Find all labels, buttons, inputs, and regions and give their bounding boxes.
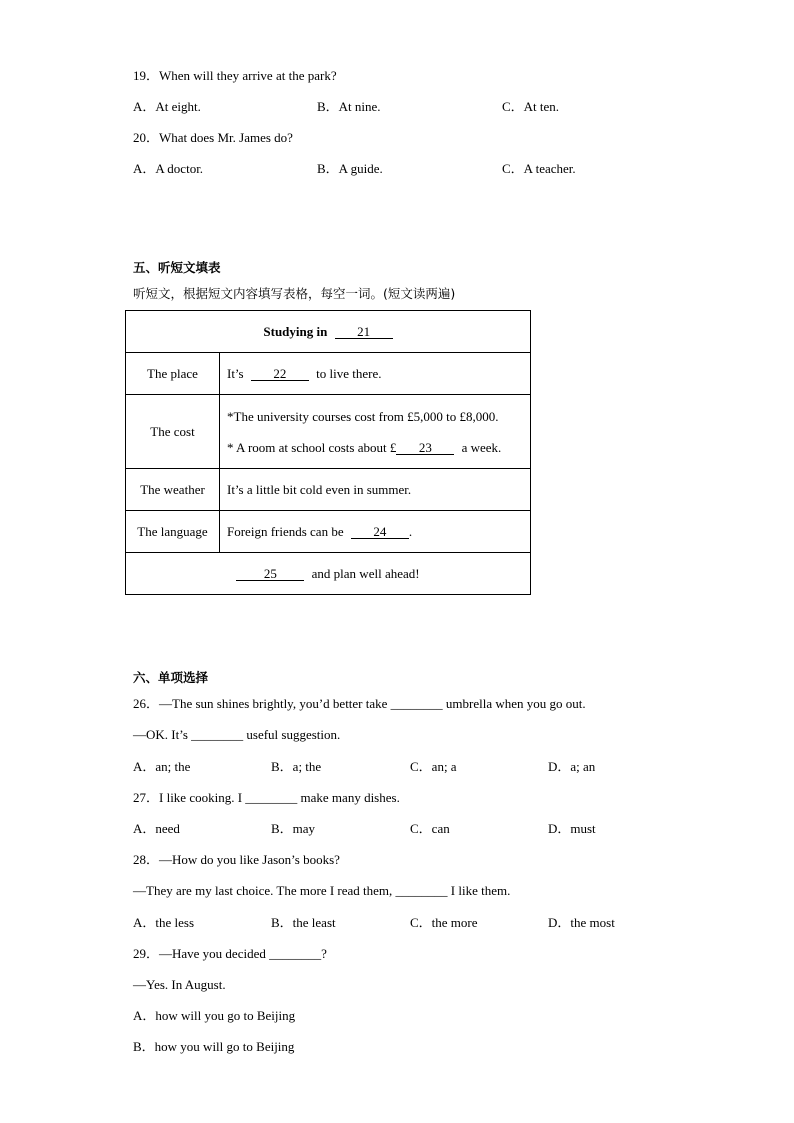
q27-option-c[interactable]: C．can	[410, 821, 450, 836]
q29-line-1: 29．—Have you decided ________?	[133, 946, 327, 961]
q28-option-d[interactable]: D．the most	[548, 915, 615, 930]
place-cell	[220, 353, 531, 395]
q29-option-b[interactable]: B．how you will go to Beijing	[133, 1039, 295, 1054]
final-row-cell	[126, 553, 531, 595]
q20-option-c[interactable]: C．A teacher.	[502, 161, 576, 176]
language-post: .	[408, 523, 413, 539]
q28-line-2: —They are my last choice. The more I read them, ________ I like them.	[133, 883, 511, 898]
q28-option-b[interactable]: B．the least	[271, 915, 336, 930]
final-row-post: and plan well ahead!	[311, 565, 420, 581]
cost-line-2-pre: * A room at school costs about £	[227, 439, 397, 455]
listening-fill-table	[125, 310, 531, 595]
blank-25[interactable]: 25	[236, 567, 304, 581]
q19-stem: 19．When will they arrive at the park?	[133, 68, 337, 83]
cost-line-2	[227, 432, 523, 463]
q26-line-1: 26．—The sun shines brightly, you’d better take ________ umbrella when you go out.	[133, 696, 586, 711]
q20-option-b[interactable]: B．A guide.	[317, 161, 383, 176]
q26-option-a[interactable]: A．an; the	[133, 759, 191, 774]
q20-option-a[interactable]: A．A doctor.	[133, 161, 204, 176]
q27-option-d[interactable]: D．must	[548, 821, 596, 836]
blank-23[interactable]: 23	[396, 441, 454, 455]
q26-option-c[interactable]: C．an; a	[410, 759, 457, 774]
q27-option-b[interactable]: B．may	[271, 821, 316, 836]
table-title-cell	[126, 311, 531, 353]
label-weather: The weather	[126, 469, 220, 511]
blank-22[interactable]: 22	[251, 367, 309, 381]
language-cell	[220, 511, 531, 553]
q19-option-b[interactable]: B．At nine.	[317, 99, 381, 114]
q28-line-1: 28．—How do you like Jason’s books?	[133, 852, 340, 867]
section5-heading: 五、听短文填表	[133, 260, 221, 275]
cost-cell	[220, 395, 531, 469]
q20-stem: 20．What does Mr. James do?	[133, 130, 293, 145]
label-language: The language	[126, 511, 220, 553]
q19-option-c[interactable]: C．At ten.	[502, 99, 560, 114]
q28-option-c[interactable]: C．the more	[410, 915, 478, 930]
table-title: Studying in	[263, 323, 328, 339]
q28-option-a[interactable]: A．the less	[133, 915, 195, 930]
blank-21[interactable]: 21	[335, 325, 393, 339]
section5-instruction: 听短文，根据短文内容填写表格，每空一词。(短文读两遍)	[133, 286, 456, 301]
label-place: The place	[126, 353, 220, 395]
place-pre: It’s	[227, 365, 244, 381]
weather-cell: It’s a little bit cold even in summer.	[220, 469, 531, 511]
q29-option-a[interactable]: A．how will you go to Beijing	[133, 1008, 296, 1023]
section6-heading: 六、单项选择	[133, 670, 209, 685]
q26-option-d[interactable]: D．a; an	[548, 759, 596, 774]
label-cost: The cost	[126, 395, 220, 469]
language-pre: Foreign friends can be	[227, 523, 344, 539]
q27-option-a[interactable]: A．need	[133, 821, 180, 836]
q29-line-2: —Yes. In August.	[133, 977, 226, 992]
cost-line-1: *The university courses cost from £5,000 to £8,000.	[227, 408, 499, 424]
q26-line-2: —OK. It’s ________ useful suggestion.	[133, 727, 341, 742]
q26-option-b[interactable]: B．a; the	[271, 759, 322, 774]
q19-option-a[interactable]: A．At eight.	[133, 99, 201, 114]
blank-24[interactable]: 24	[351, 525, 409, 539]
place-post: to live there.	[316, 365, 382, 381]
q27-stem: 27．I like cooking. I ________ make many dishes.	[133, 790, 400, 805]
cost-line-2-post: a week.	[461, 439, 502, 455]
